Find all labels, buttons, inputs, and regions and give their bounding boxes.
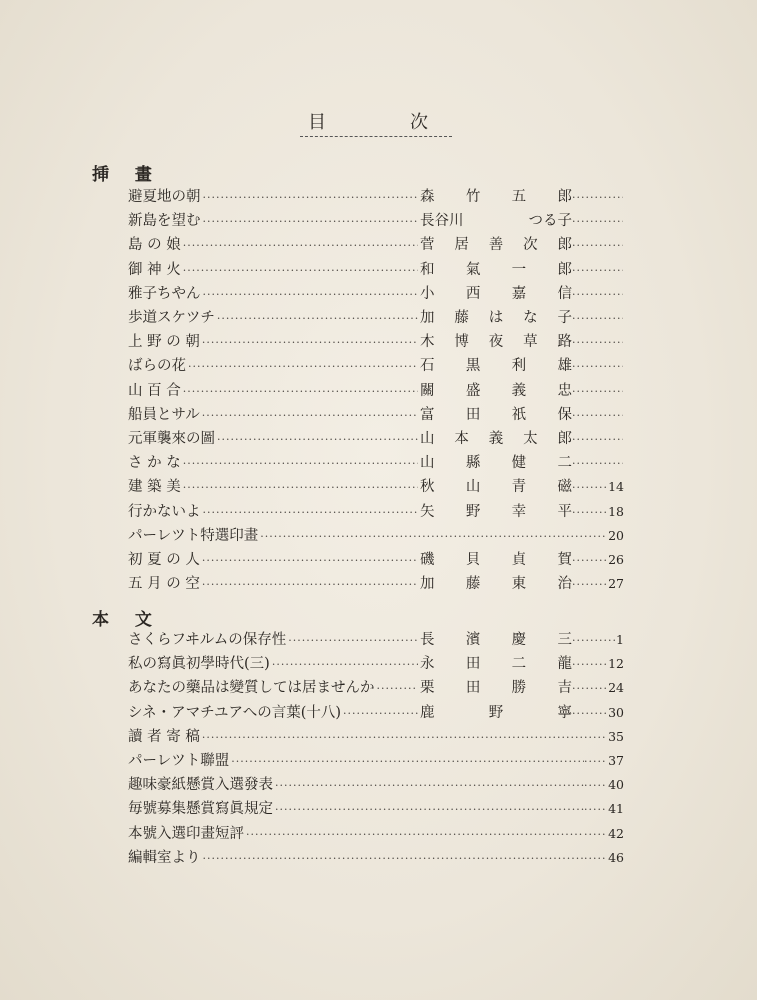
page-ref [572, 452, 624, 476]
toc-entry [128, 725, 624, 749]
entry-page: 27 [608, 576, 624, 592]
entry-author: 秋 山 青 磁 [420, 479, 572, 496]
section-heading-illustrations: 挿 畫 [92, 165, 162, 185]
toc-entry [128, 354, 624, 378]
entry-author: 森 竹 五 郎 [420, 189, 572, 205]
toc-entry [128, 258, 624, 282]
leader-dots [572, 653, 607, 677]
leader-dots [203, 210, 419, 234]
leader-dots [183, 259, 418, 283]
leader-dots [584, 525, 607, 549]
entry-title: 元軍襲來の圖 [128, 431, 215, 447]
entry-page: 40 [608, 777, 624, 793]
leader-dots [572, 355, 623, 379]
entry-author: 矢 野 幸 平 [420, 503, 572, 520]
toc-entry [128, 652, 624, 676]
entry-title: 雅子ちやん [128, 285, 201, 302]
toc-entry [128, 773, 624, 797]
page-ref [584, 846, 624, 871]
leader-dots [584, 798, 607, 822]
entry-title: シネ・アマチユアへの言葉(十八) [128, 704, 342, 721]
leader-dots [572, 452, 623, 476]
entry-author: 加 藤 は な 子 [420, 310, 572, 326]
leader-dots [584, 774, 607, 798]
leader-dots [183, 452, 418, 476]
page-ref [584, 725, 624, 750]
leader-dots [377, 677, 419, 701]
page-ref [572, 701, 624, 726]
leader-dots [572, 573, 607, 597]
leader-dots [572, 549, 607, 573]
page-ref [572, 652, 624, 677]
page-ref [584, 749, 624, 774]
entry-page: 46 [608, 849, 624, 865]
toc-entry [128, 379, 624, 403]
leader-dots [202, 549, 418, 573]
page-ref [572, 380, 624, 404]
page-ref [572, 428, 624, 452]
toc-entry [128, 330, 624, 354]
leader-dots [584, 726, 607, 750]
page-ref [572, 307, 624, 331]
leader-dots [183, 234, 418, 258]
entry-author: 石 黒 利 雄 [420, 358, 572, 375]
entry-author: 加 藤 東 治 [420, 576, 572, 593]
toc-entry [128, 282, 624, 306]
leader-dots [572, 186, 623, 210]
toc-title-left: 目 [308, 112, 326, 133]
page-ref [572, 186, 624, 210]
toc-entry [128, 797, 624, 821]
toc-entry [128, 403, 624, 427]
toc-entry [128, 628, 624, 652]
entry-author: 小 西 嘉 信 [420, 285, 572, 302]
entry-title: ばらの花 [128, 358, 186, 375]
entry-title: あなたの藥品は變質しては居ませんか [128, 680, 375, 697]
leader-dots [183, 476, 418, 500]
leader-dots [275, 774, 584, 798]
toc-entry [128, 451, 624, 475]
page-ref [584, 822, 624, 847]
entry-title: 上 野 の 朝 [128, 334, 200, 351]
leader-dots [203, 283, 419, 307]
page-ref [572, 355, 624, 379]
leader-dots [275, 798, 584, 822]
entry-author: 木 博 夜 草 路 [420, 334, 572, 351]
leader-dots [343, 702, 418, 726]
entry-page: 41 [608, 801, 624, 817]
entry-page: 42 [608, 825, 624, 841]
entry-title: パーレツト特選印畫 [128, 527, 259, 544]
toc-entry [128, 209, 624, 233]
toc-entry [128, 701, 624, 725]
entry-author: 鹿 野 寧 [420, 704, 572, 721]
entry-title: 行かないよ [128, 503, 201, 520]
entry-page: 18 [608, 503, 624, 519]
page-ref [572, 283, 624, 307]
leader-dots [231, 750, 584, 774]
entry-title: 歩道スケツチ [128, 310, 215, 326]
leader-dots [572, 404, 623, 428]
entry-page: 12 [608, 656, 624, 672]
page-ref [572, 572, 624, 597]
entry-page: 30 [608, 704, 624, 720]
page-ref [572, 548, 624, 573]
toc-entry [128, 548, 624, 572]
entry-author: 和 氣 一 郎 [420, 261, 572, 278]
entry-title: 毎號募集懸賞寫眞規定 [128, 801, 273, 818]
entry-title: 趣味豪紙懸賞入選發表 [128, 777, 273, 794]
leader-dots [572, 307, 623, 331]
leader-dots [572, 331, 623, 355]
entry-page: 37 [608, 753, 624, 768]
entry-author: 永 田 二 龍 [420, 656, 572, 673]
leader-dots [217, 428, 418, 452]
entry-title: 五 月 の 空 [128, 576, 200, 593]
entry-author: 山 本 義 太 郎 [420, 431, 572, 447]
page-ref [572, 234, 624, 258]
leader-dots [572, 428, 623, 452]
page-ref [584, 797, 624, 822]
toc-entry [128, 475, 624, 499]
entry-page: 26 [608, 552, 624, 567]
entry-title: 編輯室より [128, 849, 201, 866]
leader-dots [572, 677, 607, 701]
toc-title-right: 次 [410, 112, 428, 133]
leader-dots [288, 629, 418, 653]
entry-page: 1 [616, 632, 624, 647]
entry-title: 島 の 娘 [128, 237, 181, 254]
page-ref [584, 524, 624, 549]
entry-author: 關 盛 義 忠 [420, 382, 572, 399]
leader-dots [572, 380, 623, 404]
toc-entry [128, 846, 624, 870]
toc-entry [128, 427, 624, 451]
toc-entry [128, 233, 624, 257]
leader-dots [202, 573, 418, 597]
leader-dots [217, 307, 418, 331]
entry-author: 長 濱 慶 三 [420, 632, 572, 648]
entry-title: パーレツト聯盟 [128, 753, 230, 769]
page-ref [572, 259, 624, 283]
page-ref [572, 210, 624, 234]
leader-dots [203, 501, 419, 525]
leader-dots [202, 726, 584, 750]
page-ref [572, 331, 624, 355]
toc-entry [128, 572, 624, 596]
leader-dots [584, 750, 607, 774]
entry-title: さ か な [128, 455, 181, 472]
leader-dots [572, 702, 607, 726]
entry-title: 新島を望む [128, 213, 201, 230]
page-ref [572, 628, 624, 653]
entry-title: 私の寫眞初學時代(三) [128, 656, 270, 673]
entry-page: 20 [608, 527, 624, 543]
toc-entry [128, 676, 624, 700]
leader-dots [202, 331, 418, 355]
entry-title: 山 百 合 [128, 382, 181, 399]
title-underline [300, 136, 452, 137]
entry-title: さくらフヰルムの保存性 [128, 632, 287, 648]
entry-title: 御 神 火 [128, 261, 181, 278]
leader-dots [203, 186, 419, 210]
page-ref [584, 773, 624, 798]
toc-entry [128, 524, 624, 548]
entry-author: 磯 貝 貞 賀 [420, 552, 572, 568]
entry-page: 14 [608, 479, 624, 495]
page-ref [572, 404, 624, 428]
entry-author: 菅 居 善 次 郎 [420, 237, 572, 254]
leader-dots [202, 404, 418, 428]
toc-title [300, 108, 455, 138]
page-ref [572, 500, 624, 525]
entry-title: 本號入選印畫短評 [128, 825, 244, 842]
toc-entry [128, 749, 624, 773]
leader-dots [188, 355, 418, 379]
page-ref [572, 475, 624, 500]
leader-dots [246, 823, 584, 847]
leader-dots [572, 629, 615, 653]
toc-entry [128, 500, 624, 524]
entry-author: 山 縣 健 二 [420, 455, 572, 472]
entry-title: 避夏地の朝 [128, 189, 201, 205]
leader-dots [572, 210, 623, 234]
toc-entry [128, 306, 624, 330]
leader-dots [572, 476, 607, 500]
entry-author: 長谷川 つる子 [420, 213, 572, 230]
leader-dots [203, 847, 585, 871]
page-ref [572, 676, 624, 701]
leader-dots [272, 653, 418, 677]
entry-title: 讀 者 寄 稿 [128, 728, 200, 745]
leader-dots [183, 380, 418, 404]
entry-title: 初 夏 の 人 [128, 552, 200, 568]
entry-title: 船員とサル [128, 406, 200, 423]
leader-dots [260, 525, 584, 549]
toc-entry [128, 185, 624, 209]
section-heading-articles: 本 文 [92, 610, 162, 630]
entry-page: 35 [608, 728, 624, 744]
leader-dots [572, 501, 607, 525]
toc-entry [128, 822, 624, 846]
leader-dots [572, 283, 623, 307]
entry-author: 富 田 祇 保 [420, 406, 572, 423]
leader-dots [584, 823, 607, 847]
leader-dots [572, 234, 623, 258]
leader-dots [572, 259, 623, 283]
entry-page: 24 [608, 680, 624, 696]
entry-author: 栗 田 勝 吉 [420, 680, 572, 697]
entry-title: 建 築 美 [128, 479, 181, 496]
leader-dots [584, 847, 607, 871]
